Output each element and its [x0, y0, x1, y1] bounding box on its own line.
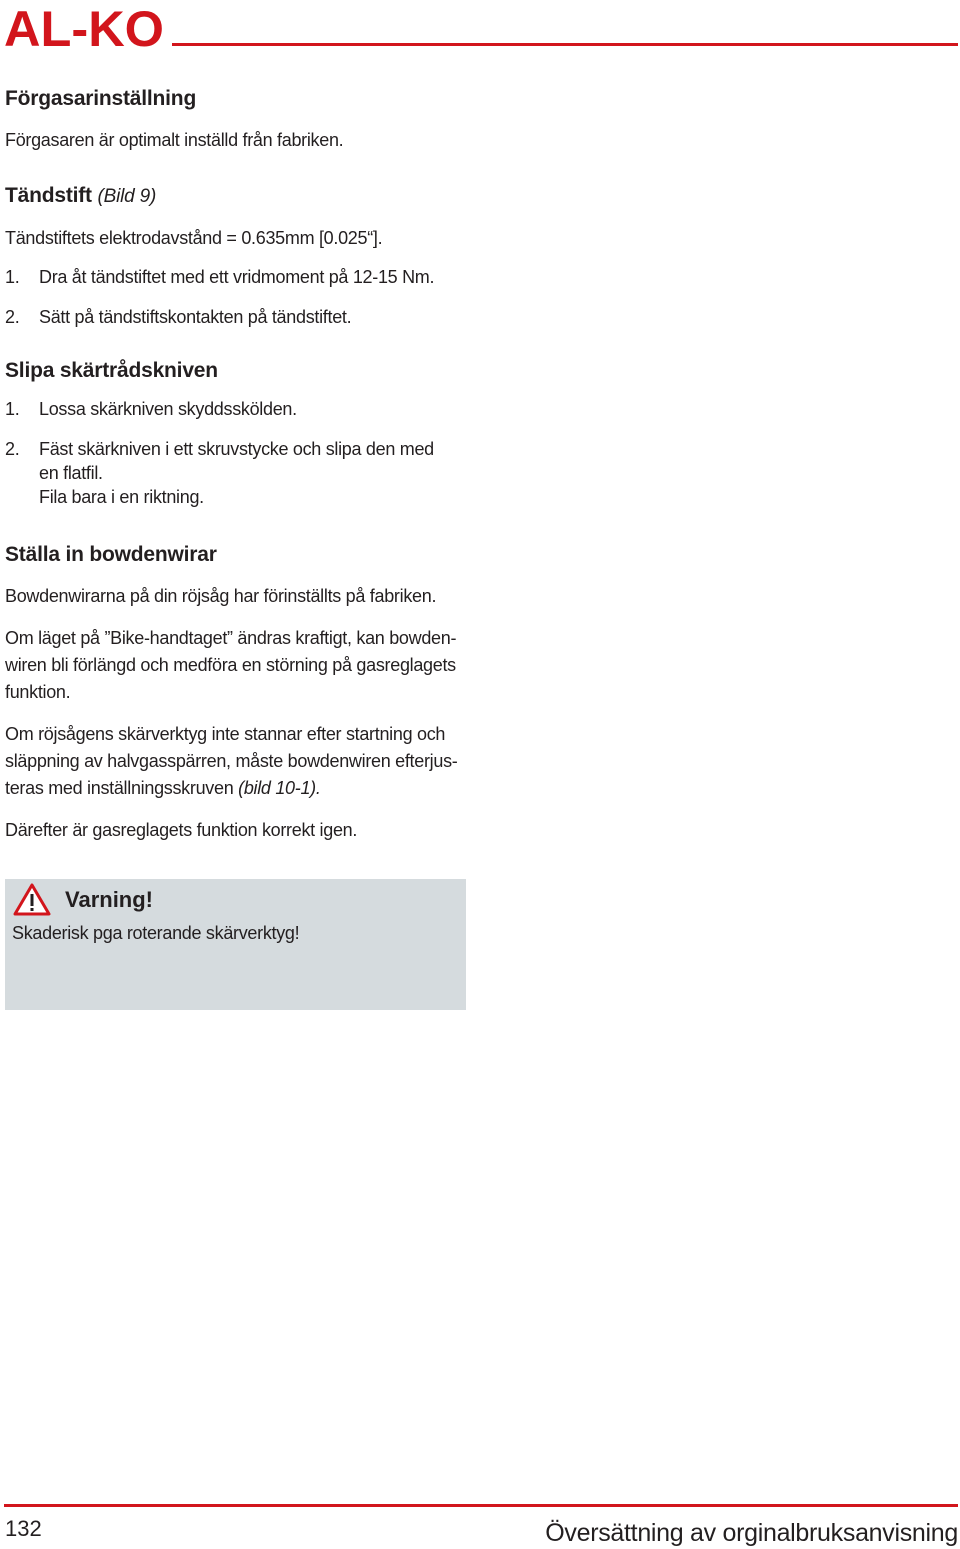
list-item [5, 437, 469, 509]
bowden-heading: Ställa in bowdenwirar [5, 543, 217, 566]
footer-rule [4, 1504, 958, 1507]
list-item-number: 2. [5, 439, 20, 459]
list-item-number: 2. [5, 307, 20, 327]
header-rule [172, 43, 958, 46]
carburetor-text: Förgasaren är optimalt inställd från fabriken. [5, 130, 344, 150]
page-number: 132 [5, 1516, 42, 1541]
list-item-number: 1. [5, 267, 20, 287]
warning-text: Skaderisk pga roterande skärverktyg! [12, 923, 300, 943]
spark-plug-title: Tändstift [5, 184, 92, 207]
list-item-text: Fäst skärkniven i ett skruvstycke och slipa den med en flatfil. [39, 439, 434, 483]
bowden-paragraph-4: Därefter är gasreglagets funktion korrekt igen. [5, 820, 358, 840]
main-content [5, 84, 469, 844]
spark-plug-figure-ref: (Bild 9) [97, 186, 157, 207]
list-item-number: 1. [5, 399, 20, 419]
spark-plug-gap-text: Tändstiftets elektrodavstånd = 0.635mm [0.025“]. [5, 228, 383, 248]
bowden-figure-ref: (bild 10-1). [238, 778, 321, 798]
warning-title: Varning! [65, 887, 154, 912]
spark-plug-heading [5, 181, 469, 212]
carburetor-heading: Förgasarinställning [5, 87, 197, 110]
list-item-text: Sätt på tändstiftskontakten på tändstiftet. [39, 307, 352, 327]
bowden-paragraph-3 [5, 721, 469, 802]
al-ko-logo [4, 4, 166, 50]
list-item-body [39, 437, 469, 509]
list-item-text: Dra åt tändstiftet med ett vridmoment på 12-15 Nm. [39, 267, 435, 287]
bowden-paragraph-2: Om läget på ”Bike-handtaget” ändras kraftigt, kan bowden-wiren bli förlängd och medföra en störning på gasreglagets funktion. [5, 628, 457, 702]
bowden-paragraph-1: Bowdenwirarna på din röjsåg har förinställts på fabriken. [5, 586, 437, 606]
warning-triangle-icon [13, 883, 51, 917]
bowden-paragraph-3-text: Om röjsågens skärverktyg inte stannar efter startning och släppning av halvgasspärren, måste bowdenwiren efterjus-teras med inställningsskruven [5, 724, 458, 798]
warning-box [5, 879, 466, 1010]
list-item [5, 265, 469, 289]
footer-title: Översättning av orginalbruksanvisning [545, 1519, 958, 1547]
list-item [5, 305, 469, 329]
list-item-text: Lossa skärkniven skyddsskölden. [39, 399, 297, 419]
list-item-extra-text: Fila bara i en riktning. [39, 487, 204, 507]
svg-text:AL-KO: AL-KO [4, 4, 164, 50]
list-item [5, 397, 469, 421]
sharpen-heading: Slipa skärtrådskniven [5, 359, 218, 382]
